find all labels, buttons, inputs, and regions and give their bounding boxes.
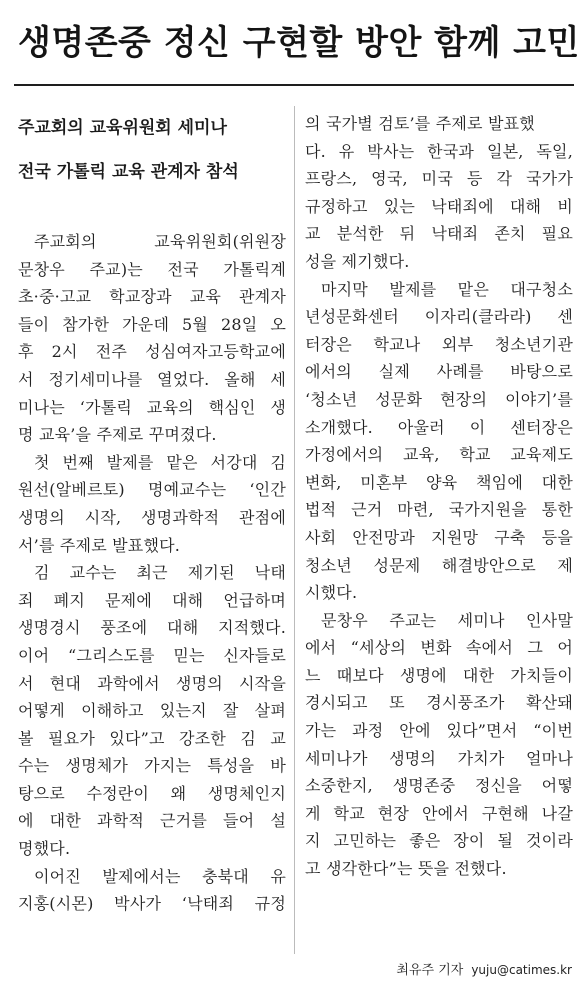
- body-line: 생명의 시작, 생명과학적 관점에: [18, 507, 286, 527]
- body-line: 주교회의 교육위원회(위원장: [34, 232, 286, 251]
- article-body-left: [18, 228, 286, 918]
- body-line: 청소년 성문제 해결방안으로 제: [305, 555, 573, 575]
- body-line: 가는 과정 안에 있다”면서 “이번: [305, 721, 573, 741]
- body-line: 교 분석한 뒤 낙태죄 존치 필요: [305, 224, 573, 244]
- body-line: 변화, 미혼부 양육 책임에 대한: [305, 472, 573, 492]
- body-line: 탕으로 수정란이 왜 생명체인지: [18, 783, 286, 803]
- body-line: ‘청소년 성문화 현장의 이야기’를: [305, 389, 573, 409]
- body-line: 서 현대 과학에서 생명의 시작을: [18, 673, 286, 693]
- body-line: 마지막 발제를 맡은 대구청소: [321, 279, 573, 299]
- body-line: 첫 번째 발제를 맡은 서강대 김: [34, 452, 286, 472]
- subheadline-1: 주교회의 교육위원회 세미나: [18, 118, 227, 138]
- body-line: 사회 안전망과 지원망 구축 등을: [305, 527, 573, 547]
- body-line: 느 때보다 생명에 대한 가치들이: [305, 665, 573, 685]
- body-line: 게 학교 현장 안에서 구현해 나갈: [305, 803, 573, 823]
- body-line: 서 정기세미나를 열었다. 올해 세: [18, 369, 286, 389]
- body-line: 볼 필요가 있다”고 강조한 김 교: [18, 728, 286, 748]
- subheadline-spacer: [18, 184, 286, 228]
- body-line: 이어 “그리스도를 믿는 신자들로: [18, 645, 286, 665]
- article-column-right: [305, 110, 573, 883]
- body-line: 가정에서의 교육, 학교 교육제도: [305, 445, 573, 465]
- body-line: 에서 “세상의 변화 속에서 그 어: [305, 638, 573, 658]
- body-line: 죄 폐지 문제에 대해 언급하며: [18, 590, 286, 610]
- body-line: 에 대한 과학적 근거를 들어 설: [18, 811, 286, 831]
- body-line: 지홍(시몬) 박사가 ‘낙태죄 규정: [18, 894, 286, 914]
- body-line: 년성문화센터 이자리(클라라) 센: [305, 307, 573, 327]
- subheadline-2: 전국 가톨릭 교육 관계자 참석: [18, 162, 239, 182]
- body-line: 김 교수는 최근 제기된 낙태: [34, 563, 286, 583]
- body-line: 지 고민하는 좋은 장이 될 것이라: [305, 831, 573, 851]
- body-line: 법적 근거 마련, 국가지원을 통한: [305, 500, 573, 520]
- body-line: 성을 제기했다.: [305, 251, 410, 271]
- body-line: 의 국가별 검토’를 주제로 발표했: [305, 114, 535, 133]
- body-line: 후 2시 전주 성심여자고등학교에: [18, 342, 286, 362]
- body-line: 어떻게 이해하고 있는지 잘 살펴: [18, 701, 286, 721]
- body-line: 생명경시 풍조에 대해 지적했다.: [18, 618, 286, 638]
- reporter-email[interactable]: yuju@catimes.kr: [471, 963, 572, 977]
- body-line: 문창우 주교는 세미나 인사말: [321, 610, 573, 630]
- body-line: 소중한지, 생명존중 정신을 어떻: [305, 776, 573, 796]
- body-line: 시했다.: [305, 583, 358, 603]
- body-line: 고 생각한다”는 뜻을 전했다.: [305, 859, 507, 879]
- body-line: 프랑스, 영국, 미국 등 각 국가가: [305, 169, 573, 189]
- body-line: 규정하고 있는 낙태죄에 대해 비: [305, 196, 573, 216]
- body-line: 이어진 발제에서는 충북대 유: [34, 866, 286, 886]
- article-headline: 생명존중 정신 구현할 방안 함께 고민: [18, 23, 580, 63]
- body-line: 경시되고 또 경시풍조가 확산돼: [305, 693, 573, 713]
- body-line: 소개했다. 아울러 이 센터장은: [305, 417, 573, 437]
- headline-divider: [14, 84, 574, 86]
- reporter-name: 최유주 기자: [396, 963, 464, 978]
- body-line: 들이 참가한 가운데 5월 28일 오: [18, 314, 286, 334]
- body-line: 수는 생명체가 가지는 특성을 바: [18, 756, 286, 776]
- body-line: 초·중·고교 학교장과 교육 관계자: [18, 287, 286, 307]
- body-line: 터장은 학교나 외부 청소년기관: [305, 334, 573, 354]
- body-line: 미나는 ‘가톨릭 교육의 핵심인 생: [18, 397, 286, 417]
- body-line: 서’를 주제로 발표했다.: [18, 535, 181, 555]
- body-line: 에서의 실제 사례를 바탕으로: [305, 362, 573, 382]
- article-column-left: [18, 110, 286, 918]
- body-line: 명했다.: [18, 839, 71, 859]
- column-divider: [294, 106, 295, 954]
- body-line: 다. 유 박사는 한국과 일본, 독일,: [305, 141, 573, 161]
- body-line: 세미나가 생명의 가치가 얼마나: [305, 748, 573, 768]
- byline: [396, 960, 572, 981]
- article-body-right: [305, 110, 573, 883]
- body-line: 명 교육’을 주제로 꾸며졌다.: [18, 425, 217, 445]
- body-line: 문창우 주교)는 전국 가톨릭계: [18, 259, 286, 279]
- body-line: 원선(알베르토) 명예교수는 ‘인간: [18, 480, 286, 500]
